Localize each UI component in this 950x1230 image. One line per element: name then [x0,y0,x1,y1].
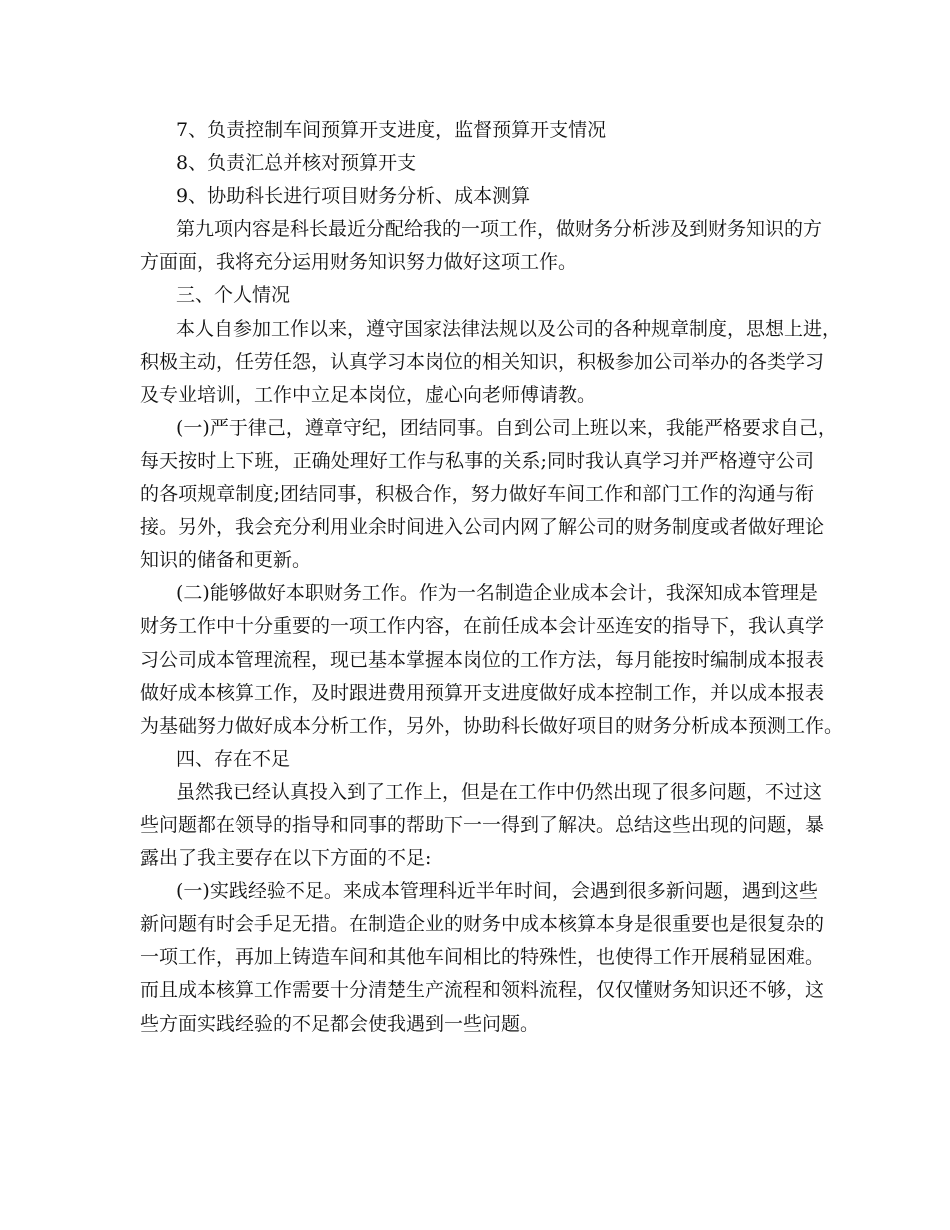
text-line: 一项工作，再加上铸造车间和其他车间相比的特殊性，也使得工作开展稍显困难。 [140,946,825,969]
text-line: 习公司成本管理流程，现已基本掌握本岗位的工作方法，每月能按时编制成本报表 [140,648,825,671]
text-line: 方面面，我将充分运用财务知识努力做好这项工作。 [140,251,578,274]
text-line: 8、负责汇总并核对预算开支 [176,152,417,175]
text-line: 每天按时上下班，正确处理好工作与私事的关系;同时我认真学习并严格遵守公司 [140,449,814,472]
text-line: 些方面实践经验的不足都会使我遇到一些问题。 [140,1012,540,1035]
text-line: 接。另外，我会充分利用业余时间进入公司内网了解公司的财务制度或者做好理论 [140,516,825,539]
text-line: 虽然我已经认真投入到了工作上，但是在工作中仍然出现了很多问题，不过这 [176,780,823,803]
text-line: (一)严于律己，遵章守纪，团结同事。自到公司上班以来，我能严格要求自己， [176,416,837,439]
text-line: 9、协助科长进行项目财务分析、成本测算 [176,185,531,208]
text-line: (二)能够做好本职财务工作。作为一名制造企业成本会计，我深知成本管理是 [176,582,818,605]
text-line: 第九项内容是科长最近分配给我的一项工作，做财务分析涉及到财务知识的方 [176,218,823,241]
text-line: 7、负责控制车间预算开支进度，监督预算开支情况 [176,119,607,141]
text-line: 的各项规章制度;团结同事，积极合作，努力做好车间工作和部门工作的沟通与衔 [140,483,814,506]
text-line: 本人自参加工作以来，遵守国家法律法规以及公司的各种规章制度，思想上进， [176,317,842,340]
section-heading: 三、个人情况 [176,284,291,307]
text-line: 而且成本核算工作需要十分清楚生产流程和领料流程，仅仅懂财务知识还不够，这 [140,979,825,1002]
text-line: 为基础努力做好成本分析工作，另外，协助科长做好项目的财务分析成本预测工作。 [140,714,844,737]
text-line: 些问题都在领导的指导和同事的帮助下一一得到了解决。总结这些出现的问题，暴 [140,813,825,836]
text-line: 财务工作中十分重要的一项工作内容，在前任成本会计巫连安的指导下，我认真学 [140,615,825,638]
section-heading: 四、存在不足 [176,747,291,770]
text-line: 及专业培训，工作中立足本岗位，虚心向老师傅请教。 [140,383,597,406]
text-line: (一)实践经验不足。来成本管理科近半年时间，会遇到很多新问题，遇到这些 [176,880,818,903]
text-line: 露出了我主要存在以下方面的不足: [140,847,432,870]
document-body [140,114,844,1041]
text-line: 新问题有时会手足无措。在制造企业的财务中成本核算本身是很重要也是很复杂的 [140,913,825,936]
text-line: 积极主动，任劳任怨，认真学习本岗位的相关知识，积极参加公司举办的各类学习 [140,350,825,373]
text-line: 知识的储备和更新。 [140,549,312,572]
text-line: 做好成本核算工作，及时跟进费用预算开支进度做好成本控制工作，并以成本报表 [140,681,825,704]
